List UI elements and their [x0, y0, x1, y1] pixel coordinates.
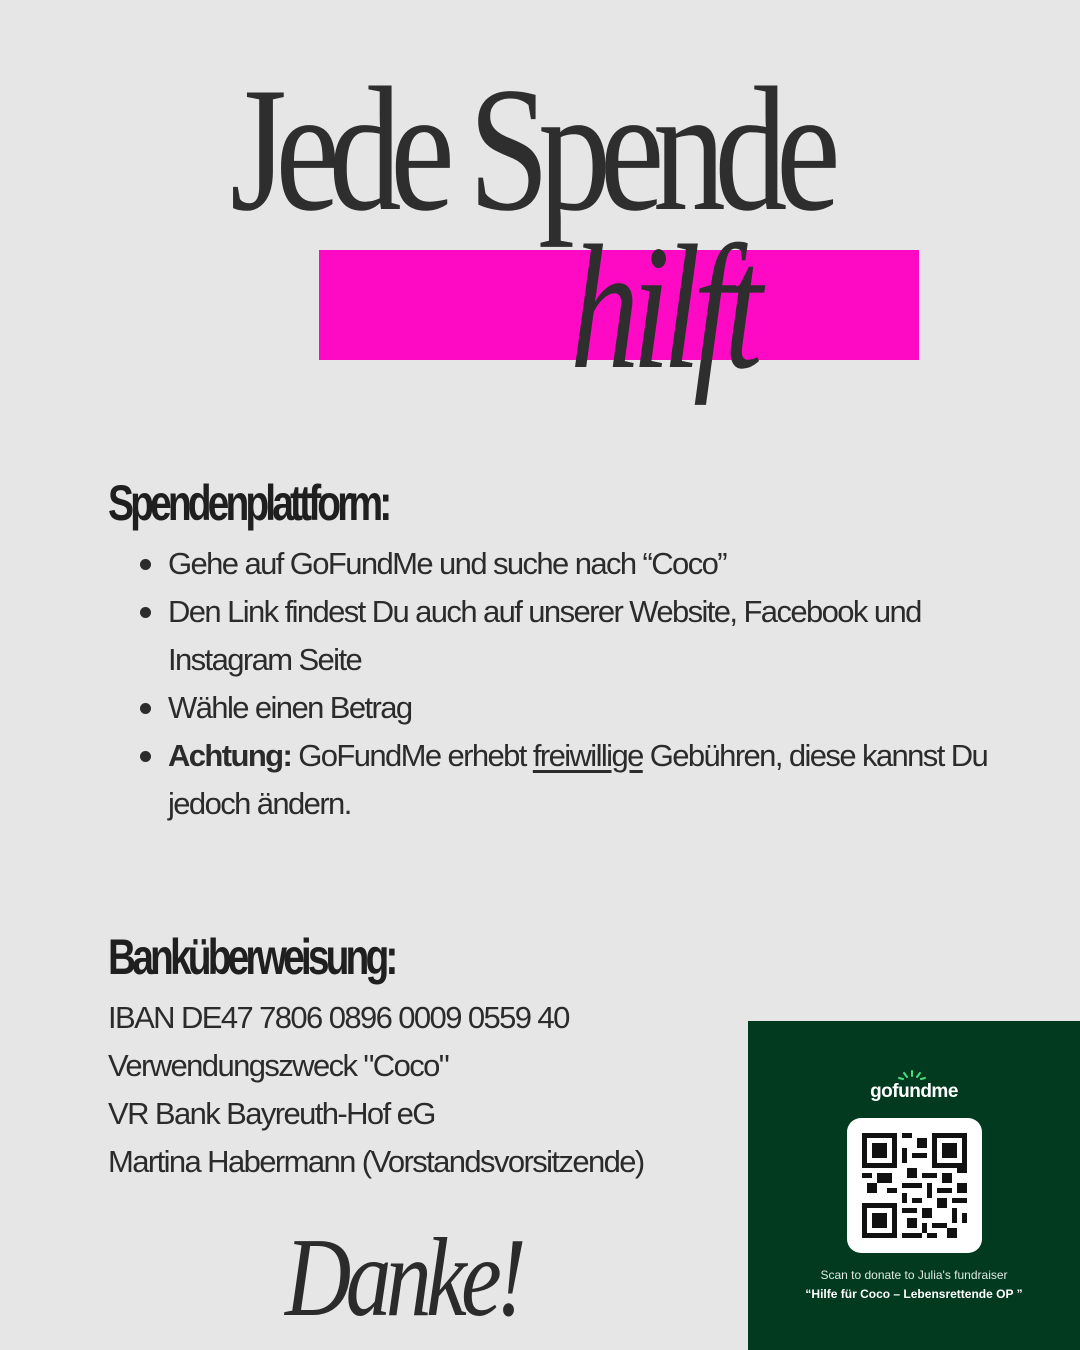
sun-rays-icon [898, 1070, 926, 1080]
list-item-warning [168, 732, 1028, 828]
closing-thanks: Danke! [285, 1216, 521, 1340]
reference-line: Verwendungszweck "Coco" [108, 1048, 449, 1083]
list-item [168, 540, 1028, 588]
bank-details [108, 994, 748, 1186]
qr-code[interactable] [847, 1118, 982, 1253]
fundraiser-title: “Hilfe für Coco – Lebensrettende OP ” [805, 1287, 1023, 1301]
underlined-word: freiwillige [532, 738, 643, 773]
account-holder-line: Martina Habermann (Vorstandsvorsitzende) [108, 1144, 644, 1179]
list-item [168, 588, 1028, 684]
gofundme-logo: gofundme [870, 1081, 958, 1102]
platform-heading: Spendenplattform: [108, 475, 389, 531]
gofundme-card[interactable] [748, 1021, 1080, 1350]
list-item-text: Den Link findest Du auch auf unserer Website, Facebook und Instagram Seite [168, 594, 921, 677]
title-line-2: hilft [570, 208, 755, 406]
bank-name-line: VR Bank Bayreuth-Hof eG [108, 1096, 435, 1131]
list-item [168, 684, 1028, 732]
list-item-text: Wähle einen Betrag [168, 690, 412, 725]
list-item-text: Gehe auf GoFundMe und suche nach “Coco” [168, 546, 726, 581]
qr-caption: Scan to donate to Julia's fundraiser [820, 1268, 1008, 1282]
iban-line: IBAN DE47 7806 0896 0009 0559 40 [108, 1000, 569, 1035]
list-item-text: Gebühren, diese kannst Du jedoch ändern. [168, 738, 988, 821]
title-line-1: Jede Spende [230, 50, 830, 248]
qr-code-icon [862, 1133, 967, 1238]
warning-label: Achtung: [168, 738, 292, 773]
bank-heading: Banküberweisung: [108, 929, 395, 985]
platform-steps-list [168, 540, 1028, 828]
list-item-text: GoFundMe erhebt [291, 738, 533, 773]
